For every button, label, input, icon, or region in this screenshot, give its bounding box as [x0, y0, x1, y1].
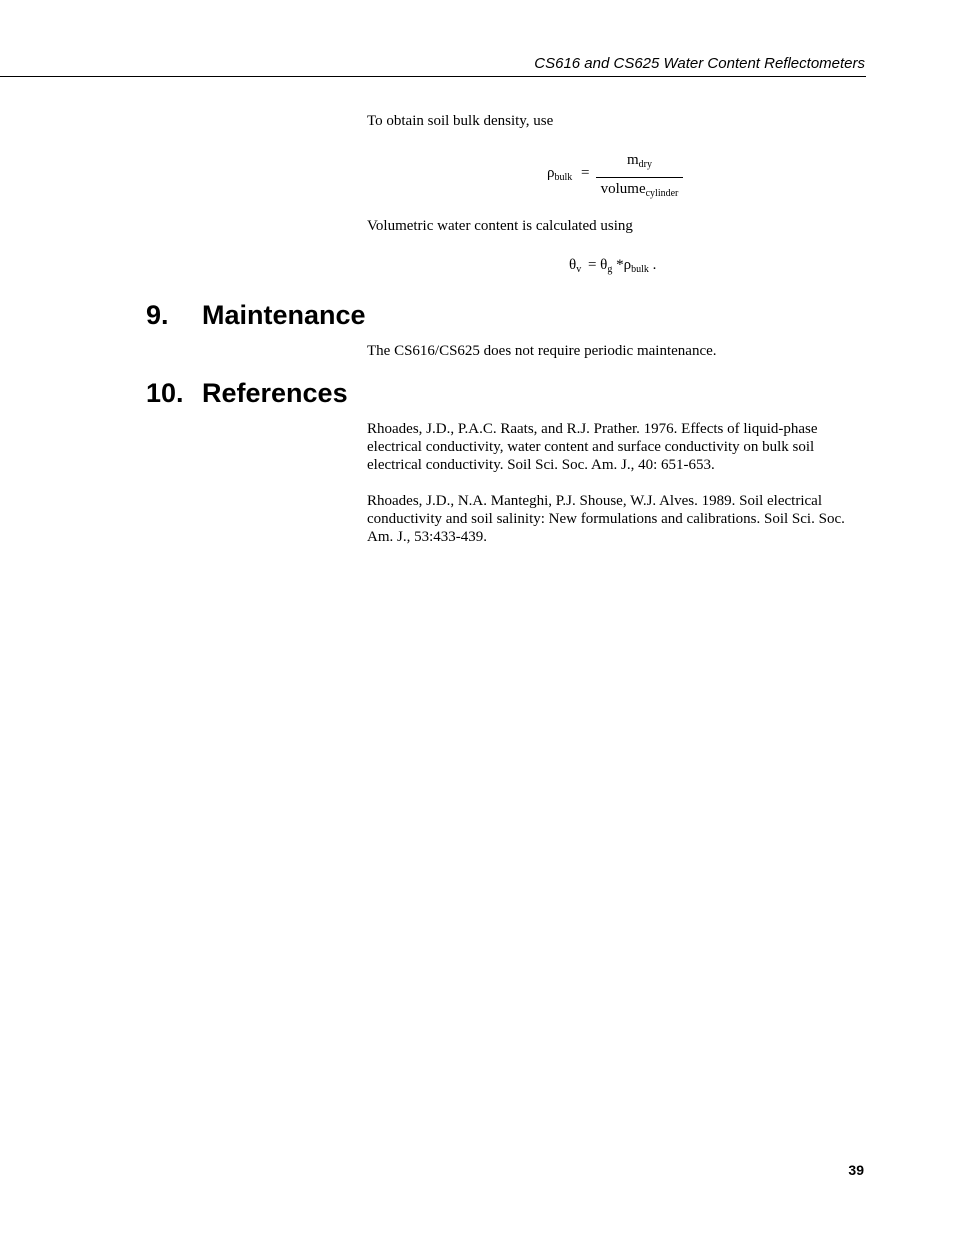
reference-2: Rhoades, J.D., N.A. Manteghi, P.J. Shouse, W.J. Alves. 1989. Soil electrical conductivity and soil salinity: New formulations and calibrations. Soil Sci. Soc. Am. J., 53:433-439.: [367, 493, 845, 545]
theta-v-symbol: θ: [569, 257, 577, 273]
section-9-title: Maintenance: [202, 300, 366, 330]
equals-sign: =: [587, 257, 597, 273]
reference-1: Rhoades, J.D., P.A.C. Raats, and R.J. Prather. 1976. Effects of liquid-phase electrical conductivity, water content and surface conductivity on bulk soil electrical conductivity. Soil Sci. Soc. Am. J., 40: 651-653.: [367, 421, 818, 473]
header-rule: [0, 76, 866, 77]
theta-g-subscript: g: [607, 264, 613, 275]
section-10-title: References: [202, 378, 348, 408]
section-9-number: 9.: [146, 300, 169, 330]
fraction-denominator: [596, 180, 683, 203]
volumetric-intro: Volumetric water content is calculated using: [367, 218, 633, 234]
theta-g-symbol: θ: [600, 257, 608, 273]
section-9-heading: [146, 300, 366, 331]
page-header-title: CS616 and CS625 Water Content Reflectometers: [534, 55, 865, 72]
rho-symbol: ρ: [547, 165, 555, 181]
rho-symbol: ρ: [623, 257, 632, 273]
volume-subscript: cylinder: [645, 188, 679, 199]
fraction-numerator: [596, 151, 683, 174]
section-10-heading: [146, 378, 348, 409]
section-10-number: 10.: [146, 378, 184, 408]
theta-v-subscript: v: [576, 264, 582, 275]
mass-var: m: [626, 152, 639, 168]
rho-subscript: bulk: [631, 264, 649, 275]
maintenance-text: The CS616/CS625 does not require periodic maintenance.: [367, 343, 717, 359]
rho-subscript: bulk: [554, 172, 573, 183]
volume-var: volume: [600, 181, 646, 197]
period: .: [652, 257, 657, 273]
page-number: 39: [848, 1162, 864, 1178]
multiply-operator: *: [616, 257, 624, 273]
fraction-bar: [596, 177, 683, 178]
mass-subscript: dry: [638, 159, 652, 170]
volumetric-equation: [569, 257, 656, 275]
bulk-density-fraction: [596, 151, 683, 203]
bulk-density-intro: To obtain soil bulk density, use: [367, 113, 554, 129]
equals-sign: =: [581, 165, 590, 181]
bulk-density-lhs: [547, 165, 590, 183]
